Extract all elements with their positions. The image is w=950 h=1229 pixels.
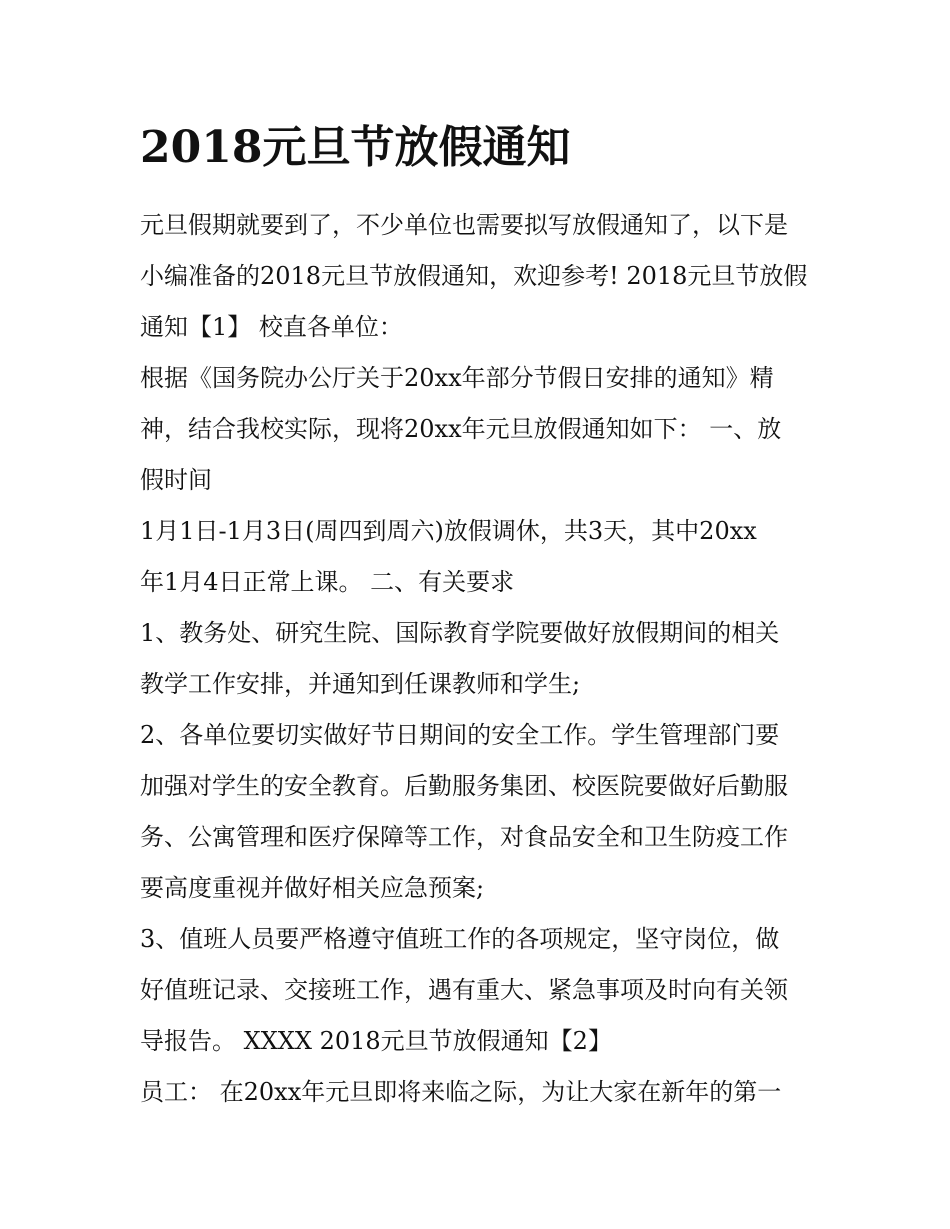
text-line: 假时间 (140, 466, 212, 494)
text-line: 教学工作安排，并通知到任课教师和学生; (140, 670, 581, 698)
text-line: 小编准备的2018元旦节放假通知，欢迎参考! 2018元旦节放假 (140, 262, 808, 290)
text-line: 年1月4日正常上课。 二、有关要求 (140, 568, 515, 596)
paragraph-requirement-3 (140, 914, 820, 1067)
text-line: 务、公寓管理和医疗保障等工作，对食品安全和卫生防疫工作 (140, 823, 788, 851)
text-line: 员工： 在20xx年元旦即将来临之际，为让大家在新年的第一 (140, 1078, 782, 1106)
text-line: 要高度重视并做好相关应急预案; (140, 874, 485, 902)
text-line: 导报告。 XXXX 2018元旦节放假通知【2】 (140, 1027, 612, 1055)
text-line: 神，结合我校实际，现将20xx年元旦放假通知如下： 一、放 (140, 415, 782, 443)
text-line: 通知【1】 校直各单位： (140, 313, 403, 341)
document-title: 2018元旦节放假通知 (140, 122, 571, 173)
paragraph-notice-2 (140, 1067, 820, 1118)
text-line: 1月1日-1月3日(周四到周六)放假调休，共3天，其中20xx (140, 517, 757, 545)
text-line: 2、各单位要切实做好节日期间的安全工作。学生管理部门要 (140, 721, 780, 749)
paragraph-holiday-dates (140, 506, 820, 608)
paragraph-requirement-1 (140, 608, 820, 710)
text-line: 根据《国务院办公厅关于20xx年部分节假日安排的通知》精 (140, 364, 774, 392)
paragraph-intro (140, 200, 820, 353)
paragraph-basis (140, 353, 820, 506)
text-line: 加强对学生的安全教育。后勤服务集团、校医院要做好后勤服 (140, 772, 788, 800)
paragraph-requirement-2 (140, 710, 820, 914)
document-body (140, 200, 820, 1118)
text-line: 元旦假期就要到了，不少单位也需要拟写放假通知了，以下是 (140, 211, 788, 239)
text-line: 3、值班人员要严格遵守值班工作的各项规定，坚守岗位，做 (140, 925, 780, 953)
text-line: 1、教务处、研究生院、国际教育学院要做好放假期间的相关 (140, 619, 780, 647)
text-line: 好值班记录、交接班工作，遇有重大、紧急事项及时向有关领 (140, 976, 788, 1004)
